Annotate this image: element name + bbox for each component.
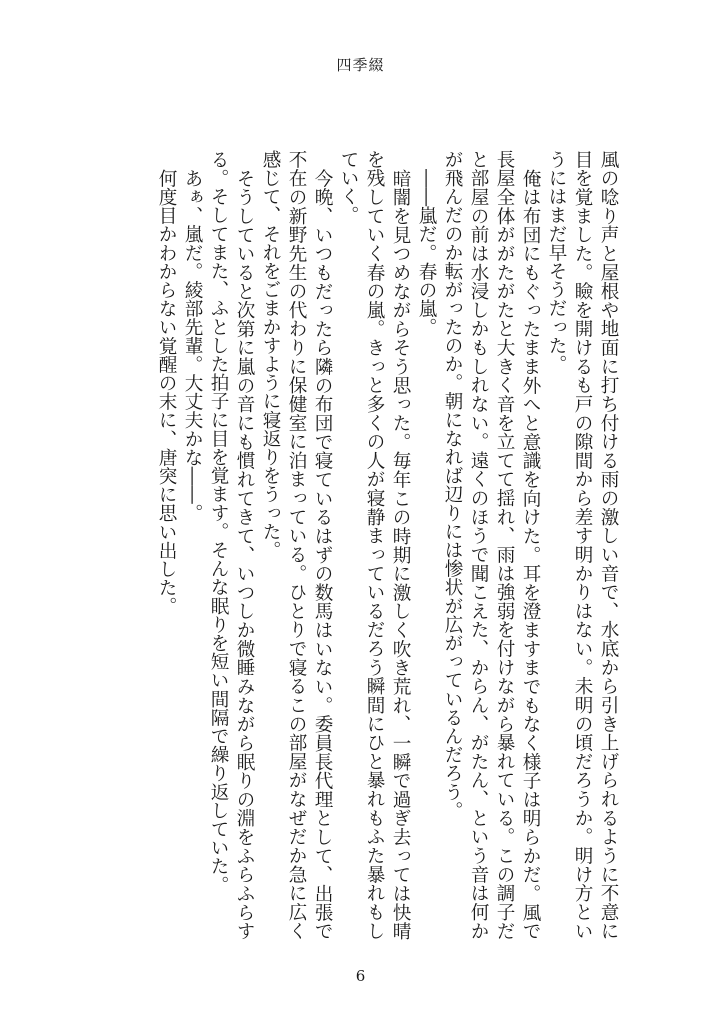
paragraph: あぁ、嵐だ。綾部先輩。大丈夫かな――。 (182, 168, 203, 522)
running-header: 四季綴 (336, 56, 385, 74)
paragraph: 風の唸り声と屋根や地面に打ち付ける雨の激しい音で、水底から引き上げられるように不意に目を覚ました。瞼を開けるも戸の隙間から差す明かりはない。未明の頃だろうか。明け方というにはまだ早そうだった。 (546, 150, 619, 940)
paragraph: 俺は布団にもぐったまま外へと意識を向けた。耳を澄ますまでもなく様子は明らかだ。風で長屋全体ががたがたと大きく音を立てて揺れ、雨は強弱を付けながら暴れている。この調子だと部屋の前は水浸しかもしれない。遠くのほうで聞こえた、からん、がたん、という音は何かが飛んだのか転がったのか。朝になれば辺りには惨状が広がっているんだろう。 (442, 150, 541, 940)
paragraph: 今晩、いつもだったら隣の布団で寝ているはずの数馬はいない。委員長代理として、出張で不在の新野先生の代わりに保健室に泊まっている。ひとりで寝るこの部屋がなぜだか急に広く感じて、それをごまかすように寝返りをうった。 (260, 150, 333, 940)
paragraph: 暗闇を見つめながらそう思った。毎年この時期に激しく吹き荒れ、一瞬で過ぎ去っては快晴を残していく春の嵐。きっと多くの人が寝静まっているだろう瞬間にひと暴れもふた暴れもしていく。 (338, 150, 411, 940)
paragraph: 何度目かわからない覚醒の末に、唐突に思い出した。 (156, 168, 177, 615)
body-text (141, 150, 621, 940)
page-number: 6 (355, 967, 366, 985)
paragraph: ――嵐だ。春の嵐。 (416, 168, 437, 336)
paragraph: そうしていると次第に嵐の音にも慣れてきて、いつしか微睡みながら眠りの淵をふらふらする。そしてまた、ふとした拍子に目を覚ます。そんな眠りを短い間隔で繰り返していた。 (208, 150, 255, 940)
